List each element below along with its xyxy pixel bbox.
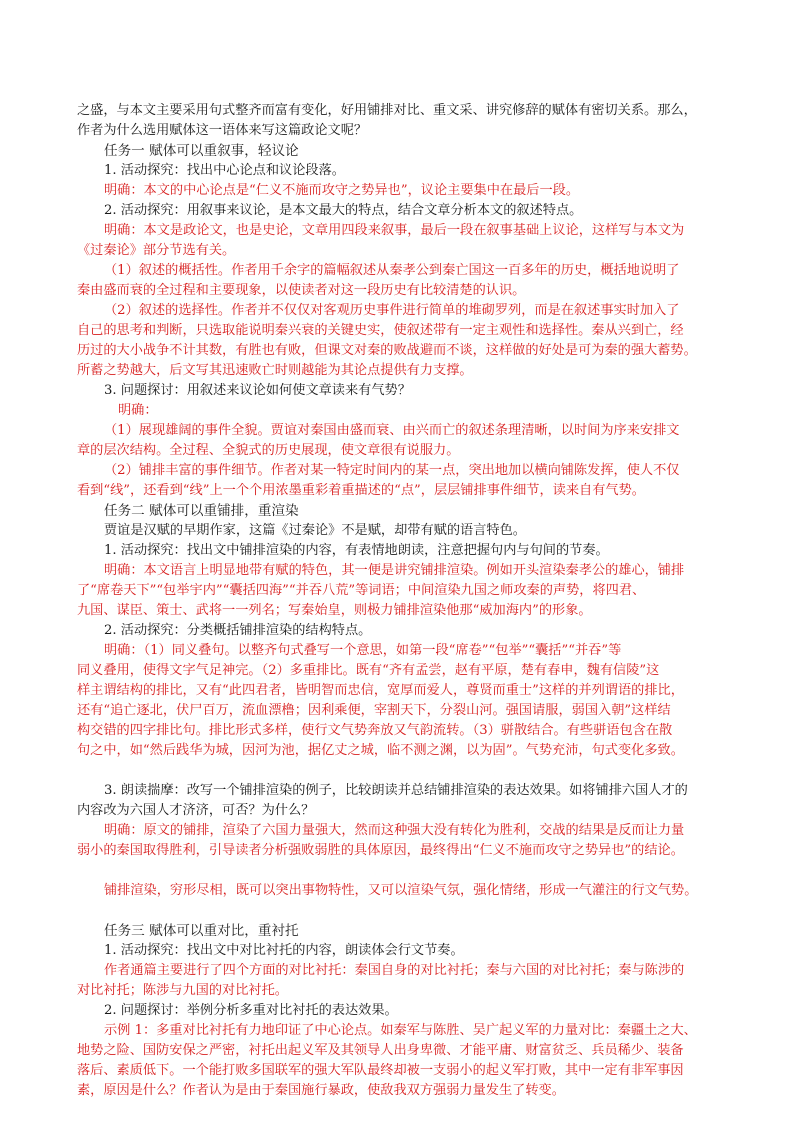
text-line: （1）叙述的概括性。作者用千余字的篇幅叙述从秦孝公到秦亡国这一百多年的历史，概括地说明了 xyxy=(104,263,680,278)
text-line: 明确：原文的铺排，渲染了六国力量强大，然而这种强大没有转化为胜利，交战的结果是反而让力量 xyxy=(104,823,685,838)
text-line: （1）展现雄阔的事件全貌。贾谊对秦国由盛而衰、由兴而亡的叙述条理清晰，以时间为序来安排文 xyxy=(104,423,680,438)
text-line: 明确：本文语言上明显地带有赋的特色，其一便是讲究铺排渲染。例如开头渲染秦孝公的雄心，铺排 xyxy=(104,563,685,578)
text-line: 构交错的四字排比句。排比形式多样，使行文气势奔放又气韵流转。（3）骈散结合。有些骈语包含在散 xyxy=(77,723,673,738)
text-line: 九国、谋臣、策士、武将一一列名；写秦始皇，则极力铺排渲染他那“威加海内”的形象。 xyxy=(77,603,592,618)
text-line: 历过的大小战争不计其数，有胜也有败，但课文对秦的败战避而不谈，这样做的好处是可为秦的强大蓄势。 xyxy=(77,343,697,358)
text-line: 明确：本文的中心论点是“仁义不施而攻守之势异也”，议论主要集中在最后一段。 xyxy=(104,183,580,198)
text-line: 地势之险、国防安保之严密，衬托出起义军及其领导人出身卑微、才能平庸、财富贫乏、兵员稀少、装备 xyxy=(77,1043,684,1058)
text-line: 弱小的秦国取得胜利，引导读者分析强败弱胜的具体原因，最终得出“仁义不施而攻守之势异也”的结论。 xyxy=(77,843,684,858)
text-line: 《过秦论》部分节选有关。 xyxy=(77,243,236,258)
text-line: 3. 朗读揣摩：改写一个铺排渲染的例子，比较朗读并总结铺排渲染的表达效果。如将铺排六国人才的 xyxy=(104,783,688,798)
text-line: 同义叠用，使得文字气足神完。（2）多重排比。既有“齐有孟尝，赵有平原，楚有春申，魏有信陵”这 xyxy=(77,663,660,678)
text-line: 作者为什么选用赋体这一语体来写这篇政论文呢？ xyxy=(77,123,368,138)
text-line: （2）铺排丰富的事件细节。作者对某一特定时间内的某一点，突出地加以横向铺陈发挥，使人不仅 xyxy=(104,463,680,478)
text-line: 2. 问题探讨：举例分析多重对比衬托的表达效果。 xyxy=(104,1003,398,1018)
task-heading-text: 任务一 赋体可以重叙事，轻议论 xyxy=(104,143,299,159)
text-line: 内容改为六国人才济济，可否？为什么？ xyxy=(77,803,315,818)
text-line: 铺排渲染，穷形尽相，既可以突出事物特性，又可以渲染气氛，强化情绪，形成一气灌注的行文气势。 xyxy=(104,883,698,898)
text-line: 1. 活动探究：找出中心论点和议论段落。 xyxy=(104,163,345,178)
text-line: 章的层次结构。全过程、全貌式的历史展现，使文章很有说服力。 xyxy=(77,443,460,458)
text-line: 2. 活动探究：用叙事来议论，是本文最大的特点，结合文章分析本文的叙述特点。 xyxy=(104,203,583,218)
text-line: 3. 问题探讨：用叙述来议论如何使文章读来有气势？ xyxy=(104,383,411,398)
text-line: 自己的思考和判断，只选取能说明秦兴衰的关键史实，使叙述带有一定主观性和选择性。秦从兴到亡，经 xyxy=(77,323,684,338)
text-line: 样主谓结构的排比，又有“此四君者，皆明智而忠信，宽厚而爱人，尊贤而重士”这样的并列谓语的排比， xyxy=(77,683,684,698)
text-line: 看到“线”，还看到“线”上一个个用浓墨重彩着重描述的“点”，层层铺排事件细节，读来自有气势。 xyxy=(77,483,645,498)
text-line: 明确： xyxy=(118,403,158,418)
text-line: 了“席卷天下”“包举宇内”“囊括四海”“并吞八荒”等词语；中间渲染九国之师攻秦的声势，将四君、 xyxy=(77,583,646,598)
task-heading-text: 任务三 赋体可以重对比，重衬托 xyxy=(104,923,299,939)
text-line: 对比衬托；陈涉与九国的对比衬托。 xyxy=(77,983,288,998)
text-line: 之盛，与本文主要采用句式整齐而富有变化，好用铺排对比、重文采、讲究修辞的赋体有密切关系。那么， xyxy=(77,103,697,118)
text-line: 作者通篇主要进行了四个方面的对比衬托：秦国自身的对比衬托；秦与六国的对比衬托；秦与陈涉的 xyxy=(104,963,685,978)
text-line: 1. 活动探究：找出文中铺排渲染的内容，有表情地朗读，注意把握句内与句间的节奏。 xyxy=(104,543,609,558)
task-heading-2 xyxy=(104,501,299,521)
task-heading-text: 任务二 赋体可以重铺排，重渲染 xyxy=(104,503,299,519)
text-line: 秦由盛而衰的全过程和主要现象，以使读者对这一段历史有比较清楚的认识。 xyxy=(77,283,526,298)
text-line: 素，原因是什么？作者认为是由于秦国施行暴政，使敌我双方强弱力量发生了转变。 xyxy=(77,1083,565,1098)
text-line: 所蓄之势越大，后文写其迅速败亡时则越能为其论点提供有力支撑。 xyxy=(77,363,473,378)
text-line: 贾谊是汉赋的早期作家，这篇《过秦论》不是赋，却带有赋的语言特色。 xyxy=(104,523,526,538)
text-line: 明确：（1）同义叠句。以整齐句式叠写一个意思，如第一段“席卷”“包举”“囊括”“并吞”等 xyxy=(104,643,622,658)
task-heading-1 xyxy=(104,141,299,161)
text-line: 还有“追亡逐北，伏尸百万，流血漂橹；因利乘便，宰割天下，分裂山河。强国请服，弱国入朝”这样结 xyxy=(77,703,671,718)
text-line: 1. 活动探究：找出文中对比衬托的内容，朗读体会行文节奏。 xyxy=(104,943,464,958)
text-line: 明确：本文是政论文，也是史论，文章用四段来叙事，最后一段在叙事基础上议论，这样写与本文为 xyxy=(104,223,685,238)
text-line: 句之中，如“然后践华为城，因河为池，据亿丈之城，临不测之渊，以为固”。气势充沛，句式变化多致。 xyxy=(77,743,684,758)
text-line: 落后、素质低下。一个能打败多国联军的强大军队最终却被一支弱小的起义军打败，其中一定有非军事因 xyxy=(77,1063,684,1078)
text-line: 示例 1：多重对比衬托有力地印证了中心论点。如秦军与陈胜、吴广起义军的力量对比：秦疆土之大、 xyxy=(104,1023,697,1038)
text-line: 2. 活动探究：分类概括铺排渲染的结构特点。 xyxy=(104,623,372,638)
text-line: （2）叙述的选择性。作者并不仅仅对客观历史事件进行简单的堆砌罗列，而是在叙述事实时加入了 xyxy=(104,303,680,318)
task-heading-3 xyxy=(104,921,299,941)
